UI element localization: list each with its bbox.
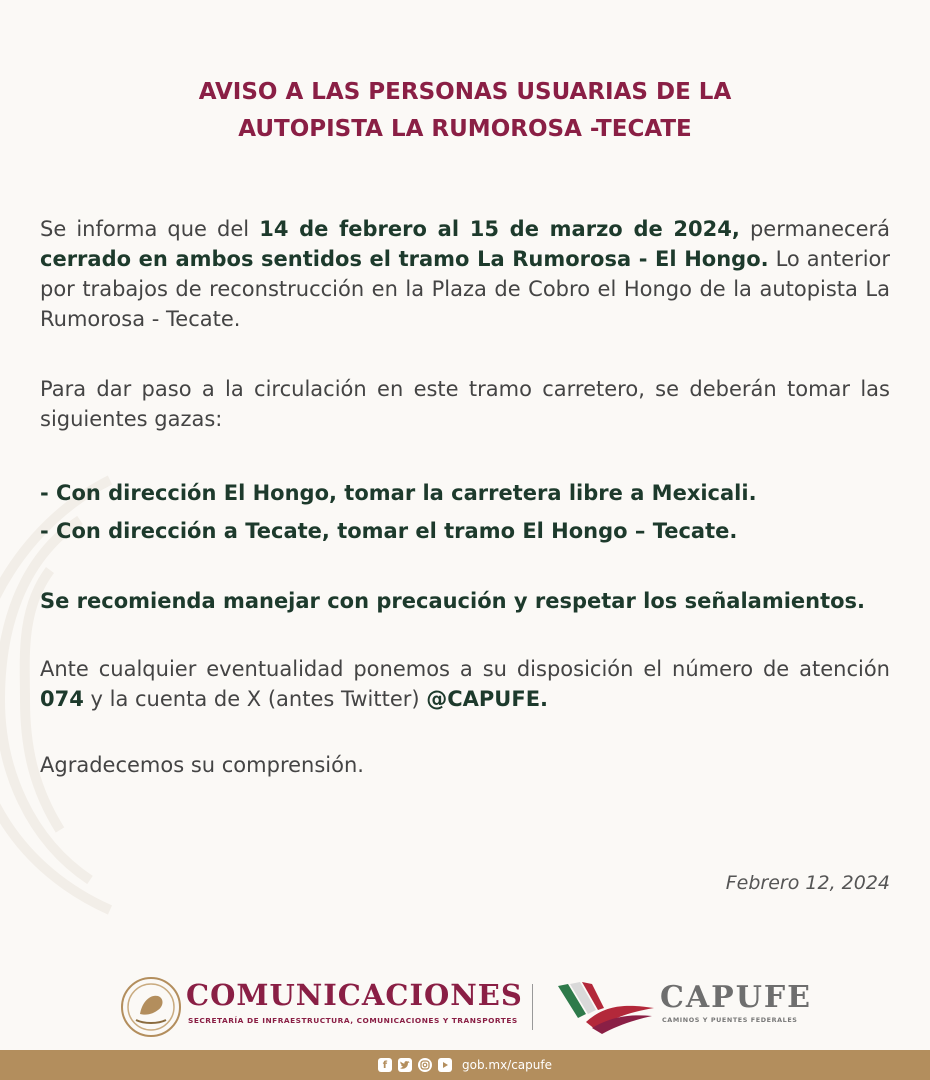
logo-divider (532, 984, 533, 1030)
title-line-1: AVISO A LAS PERSONAS USUARIAS DE LA (198, 79, 732, 105)
detour-route-el-hongo: - Con dirección El Hongo, tomar la carretera libre a Mexicali. (40, 481, 757, 505)
website-link[interactable]: gob.mx/capufe (461, 1058, 552, 1072)
closure-paragraph (40, 214, 890, 334)
twitter-icon[interactable] (398, 1058, 412, 1072)
detour-intro-paragraph: Para dar paso a la circulación en este tramo carretero, se deberán tomar las siguientes gazas: (40, 377, 890, 431)
social-links (378, 1058, 552, 1072)
youtube-icon[interactable] (438, 1058, 452, 1072)
closure-section: cerrado en ambos sentidos el tramo La Rumorosa - El Hongo. (40, 247, 769, 271)
sct-wordmark: COMUNICACIONES (186, 978, 523, 1012)
capufe-subtitle: CAMINOS Y PUENTES FEDERALES (662, 1016, 798, 1024)
closure-verb-text: permanecerá (739, 217, 890, 241)
notice-title (40, 74, 890, 148)
contact-paragraph (40, 654, 890, 714)
detour-route-list (40, 478, 890, 546)
footer-logos (0, 966, 930, 1046)
closure-intro-text: Se informa que del (40, 217, 260, 241)
detour-route-tecate: - Con dirección a Tecate, tomar el tramo El Hongo – Tecate. (40, 519, 738, 543)
thanks-paragraph: Agradecemos su comprensión. (40, 753, 364, 777)
notice-body (40, 0, 890, 780)
title-line-2: AUTOPISTA LA RUMOROSA -TECATE (238, 116, 692, 142)
notice-date: Febrero 12, 2024 (725, 872, 890, 894)
contact-account-text: y la cuenta de X (antes Twitter) (83, 687, 427, 711)
facebook-icon[interactable]: f (378, 1058, 392, 1072)
capufe-logo-icon (556, 974, 656, 1038)
sct-subtitle: SECRETARÍA DE INFRAESTRUCTURA, COMUNICACIONES Y TRANSPORTES (188, 1016, 518, 1025)
national-seal-icon (120, 976, 182, 1038)
closure-date-range: 14 de febrero al 15 de marzo de 2024, (259, 217, 740, 241)
safety-recommendation: Se recomienda manejar con precaución y respetar los señalamientos. (40, 589, 866, 613)
contact-intro-text: Ante cualquier eventualidad ponemos a su disposición el número de atención (40, 657, 890, 681)
capufe-wordmark: CAPUFE (660, 980, 813, 1015)
instagram-icon[interactable] (418, 1058, 432, 1072)
contact-phone-number: 074 (40, 687, 84, 711)
footer-bar (0, 1050, 930, 1080)
closure-reason-text: Lo anterior por trabajos de reconstrucción en la Plaza de Cobro el Hongo de la autopista La Rumorosa - Tecate. (40, 247, 891, 331)
contact-x-handle: @CAPUFE. (426, 687, 549, 711)
